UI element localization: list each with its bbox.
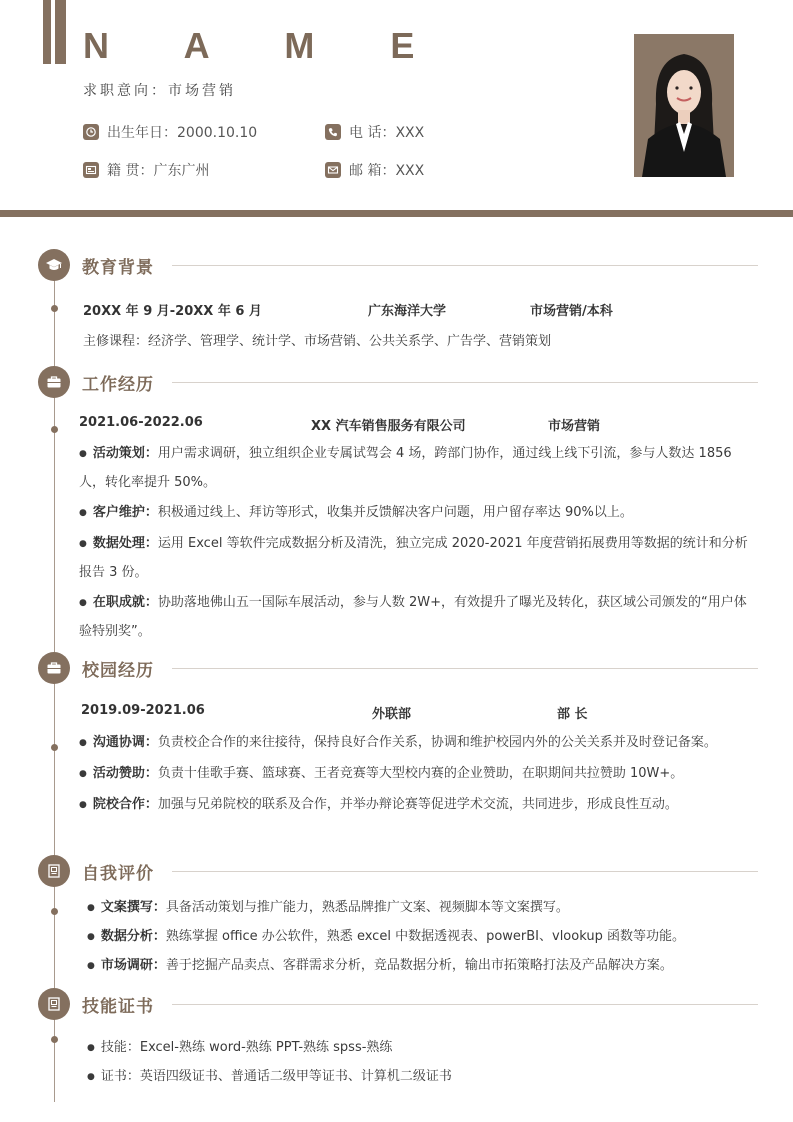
item-text: 协助落地佛山五一国际车展活动，参与人数 2W+，有效提升了曝光及转化，获区域公司颁发的“用户体验特别奖”。	[79, 595, 747, 639]
phone-icon	[325, 124, 341, 140]
item-label: 文案撰写：	[100, 900, 166, 915]
section-title: 技能证书	[82, 996, 154, 1017]
native-text: 籍 贯：广东广州	[107, 163, 210, 179]
work-item	[79, 440, 759, 497]
campus-dept: 外联部	[372, 707, 412, 722]
section-rule	[172, 1004, 758, 1005]
timeline-dot	[51, 426, 58, 433]
section-self-header	[38, 855, 758, 887]
section-skills-header	[38, 988, 758, 1020]
profile-photo	[634, 34, 734, 177]
campus-item	[79, 729, 759, 758]
section-campus-header	[38, 652, 758, 684]
work-item	[79, 499, 759, 528]
skills-details	[87, 1034, 767, 1092]
item-label: 活动赞助：	[92, 766, 158, 781]
phone-info	[325, 122, 424, 142]
work-role: 市场营销	[548, 419, 601, 434]
clock-icon	[83, 124, 99, 140]
edu-courses: 主修课程：经济学、管理学、统计学、市场营销、公共关系学、广告学、营销策划	[83, 334, 552, 349]
graduation-cap-icon	[38, 249, 70, 281]
item-label: 数据分析：	[100, 929, 166, 944]
item-text: 负责校企合作的来往接待，保持良好合作关系，协调和维护校园内外的公关关系并及时登记备案。	[157, 735, 717, 750]
birth-info	[83, 122, 257, 142]
section-rule	[172, 265, 758, 266]
self-item	[87, 923, 767, 952]
edu-period: 20XX 年 9 月-20XX 年 6 月	[83, 304, 262, 319]
item-label: 数据处理：	[92, 536, 158, 551]
campus-role: 部 长	[557, 707, 588, 722]
accent-bar	[55, 0, 66, 64]
skill-item: ● 证书：英语四级证书、普通话二级甲等证书、计算机二级证书	[87, 1063, 767, 1092]
campus-period: 2019.09-2021.06	[81, 703, 205, 718]
self-item	[87, 952, 767, 981]
work-period: 2021.06-2022.06	[79, 415, 203, 430]
timeline-dot	[51, 908, 58, 915]
id-card-icon	[83, 162, 99, 178]
work-item	[79, 530, 759, 587]
timeline-line	[54, 280, 55, 1102]
mail-icon	[325, 162, 341, 178]
section-title: 工作经历	[82, 374, 154, 395]
timeline-dot	[51, 305, 58, 312]
job-intent: 求职意向：市场营销	[83, 83, 236, 99]
section-rule	[172, 668, 758, 669]
section-rule	[172, 382, 758, 383]
section-title: 教育背景	[82, 257, 154, 278]
item-text: 负责十佳歌手赛、篮球赛、王者竞赛等大型校内赛的企业赞助，在职期间共拉赞助 10W+。	[157, 766, 684, 781]
item-text: 用户需求调研，独立组织企业专属试驾会 4 场，跨部门协作，通过线上线下引流，参与人数达 1856 人，转化率提升 50%。	[79, 446, 732, 490]
section-rule	[172, 871, 758, 872]
briefcase-icon	[38, 652, 70, 684]
timeline-dot	[51, 1036, 58, 1043]
edu-major: 市场营销/本科	[530, 304, 613, 319]
section-title: 校园经历	[82, 660, 154, 681]
item-label: 院校合作：	[92, 797, 158, 812]
notebook-icon	[38, 988, 70, 1020]
item-label: 市场调研：	[100, 958, 166, 973]
item-text: 善于挖掘产品卖点、客群需求分析，竞品数据分析，输出市拓策略打法及产品解决方案。	[165, 958, 673, 973]
section-education-header	[38, 249, 758, 281]
section-title: 自我评价	[82, 863, 154, 884]
edu-school: 广东海洋大学	[368, 304, 447, 319]
work-item	[79, 589, 759, 646]
item-label: 客户维护：	[92, 505, 158, 520]
work-company: XX 汽车销售服务有限公司	[311, 419, 466, 434]
campus-item	[79, 760, 759, 789]
item-text: 加强与兄弟院校的联系及合作，并举办辩论赛等促进学术交流，共同进步，形成良性互动。	[157, 797, 678, 812]
item-text: 积极通过线上、拜访等形式，收集并反馈解决客户问题，用户留存率达 90%以上。	[157, 505, 633, 520]
work-details	[79, 440, 759, 646]
item-label: 活动策划：	[92, 446, 158, 461]
item-text: 熟练掌握 office 办公软件，熟悉 excel 中数据透视表、powerBI、vlookup 函数等功能。	[165, 929, 685, 944]
timeline-dot	[51, 744, 58, 751]
item-text: 运用 Excel 等软件完成数据分析及清洗，独立完成 2020-2021 年度营销拓展费用等数据的统计和分析报告 3 份。	[79, 536, 748, 580]
mail-info	[325, 160, 424, 180]
campus-item	[79, 791, 759, 820]
item-label: 沟通协调：	[92, 735, 158, 750]
birth-text: 出生年日：2000.10.10	[107, 125, 258, 141]
item-label: 在职成就：	[92, 595, 158, 610]
campus-details	[79, 729, 759, 820]
briefcase-icon	[38, 366, 70, 398]
self-details	[87, 894, 767, 981]
header-divider	[0, 210, 793, 217]
accent-bar	[43, 0, 51, 64]
skill-item: ● 技能：Excel-熟练 word-熟练 PPT-熟练 spss-熟练	[87, 1034, 767, 1063]
section-work-header	[38, 366, 758, 398]
native-info	[83, 160, 209, 180]
item-text: 具备活动策划与推广能力，熟悉品牌推广文案、视频脚本等文案撰写。	[165, 900, 569, 915]
notebook-icon	[38, 855, 70, 887]
name-title: N A M E	[83, 25, 448, 66]
phone-text: 电 话：XXX	[349, 125, 425, 141]
self-item	[87, 894, 767, 923]
mail-text: 邮 箱：XXX	[349, 163, 425, 179]
